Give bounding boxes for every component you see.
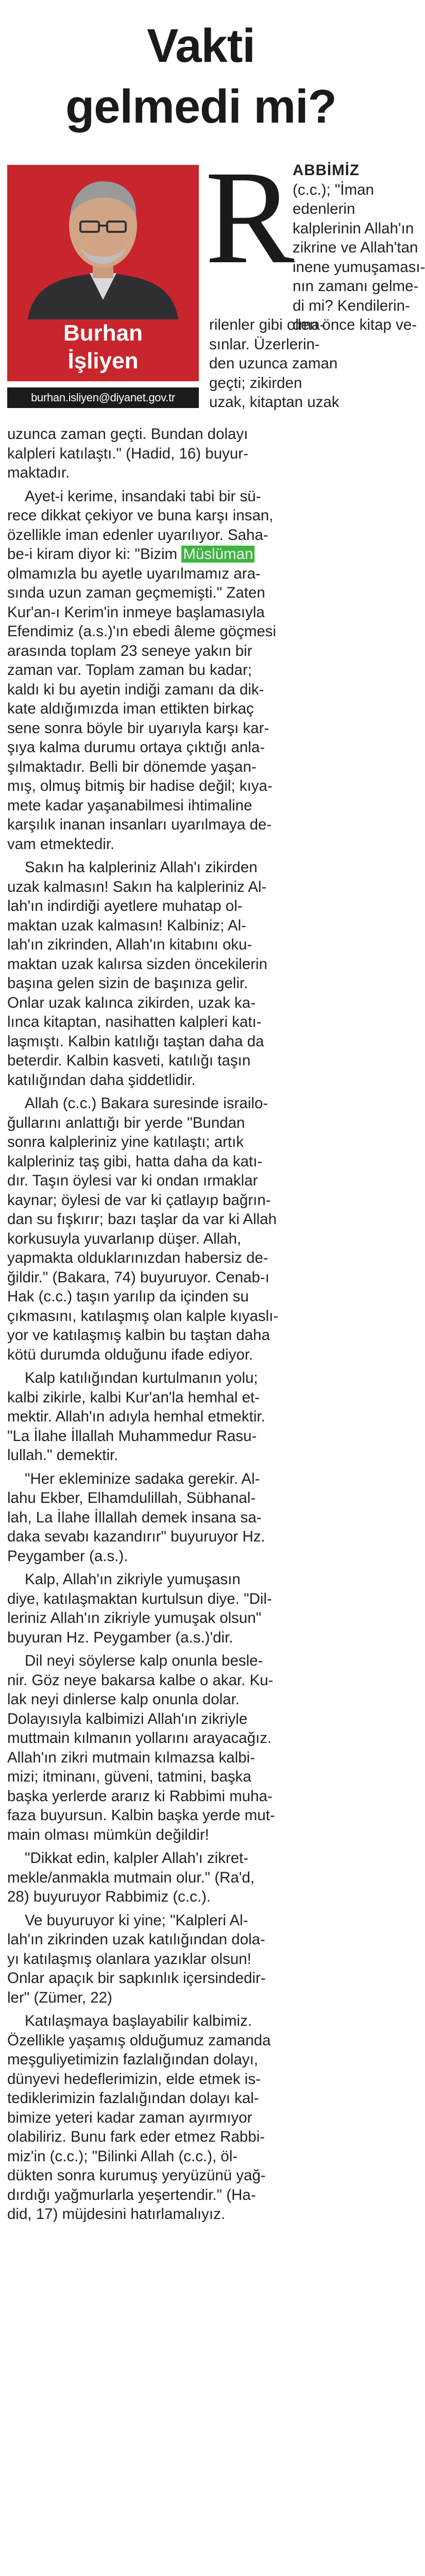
paragraph	[7, 2011, 397, 2224]
text-line: uzunca zaman geçti. Bundan dolayı	[7, 426, 248, 443]
paragraph-gap	[7, 1465, 397, 1469]
intro-line: uzak, kitaptan uzak	[209, 394, 339, 411]
paragraph	[7, 1651, 397, 1844]
text-line: Allah (c.c.) Bakara suresinde israilo-	[25, 1095, 268, 1112]
paragraph-gap	[7, 483, 397, 487]
paragraph	[7, 1570, 397, 1647]
text-line: "La İlahe İllallah Muhammedur Rasu-	[7, 1427, 257, 1445]
text-line: şıya kalma durumu ortaya çıktığı anla-	[7, 739, 265, 756]
text-line: buyuran Hz. Peygamber (a.s.)'dir.	[7, 1629, 233, 1646]
text-line: sene sonra böyle bir uyarıyla karşı kar-	[7, 719, 269, 737]
text-line: Ayet-i kerime, insandaki tabi bir sü-	[25, 487, 261, 505]
text-line: Katılaşmaya başlayabilir kalbimiz.	[25, 2012, 252, 2029]
text-line: "Dikkat edin, kalpler Allah'ı zikret-	[25, 1850, 249, 1867]
paragraph	[7, 1368, 397, 1465]
text-line: mekle/anmakla mutmain olur." (Ra'd,	[7, 1869, 255, 1886]
text-line: kate aldığımızda iman ettikten birkaç	[7, 700, 254, 717]
text-line: Kalp, Allah'ın zikriyle yumuşasın	[25, 1571, 241, 1588]
text-line: diye, katılaşmaktan kurtulsun diye. "Dil-	[7, 1590, 272, 1607]
author-email: burhan.isliyen@diyanet.gov.tr	[7, 387, 199, 408]
highlighted-word: Müslüman	[181, 546, 254, 563]
text-line: dünyevi hedeflerimizin, elde etmek is-	[7, 2070, 261, 2088]
text-line: mış, olmuş bitmiş bir hadise değil; kıya-	[7, 777, 273, 794]
text-line: Sakın ha kalpleriniz Allah'ı zikirden	[25, 859, 258, 876]
text-line: faza buyursun. Kalbin başka yerde mut-	[7, 1807, 275, 1824]
text-line: lullah." demektir.	[7, 1447, 118, 1464]
intro-line: rilenler gibi olma-	[209, 316, 325, 333]
paragraph-gap	[7, 2007, 397, 2011]
text-line: "Her ekleminize sadaka gerekir. Al-	[25, 1470, 260, 1487]
text-line: olmamızla bu ayetle uyarılmamız ara-	[7, 565, 261, 582]
text-line: Efendimiz (a.s.)'ın ebedi âleme göçmesi	[7, 623, 277, 640]
text-line: ğullarını anlattığı bir yerde "Bundan	[7, 1114, 245, 1131]
paragraph-gap	[7, 1566, 397, 1570]
text-line: sonra kalpleriniz yine katılaştı; artık	[7, 1133, 244, 1150]
intro-line: den uzunca zaman	[209, 355, 338, 372]
text-line: kalbi zikirle, kalbi Kur'an'la hemhal et-	[7, 1388, 260, 1406]
text-line: laşmıştı. Kalbin katılığı taştan daha da	[7, 1032, 264, 1050]
text-line: kötü durumda olduğunu ifade ediyor.	[7, 1346, 253, 1363]
author-box	[7, 165, 199, 381]
text-line: maktan uzak kalırsa sizden öncekilerin	[7, 955, 268, 973]
intro-column-continued	[209, 315, 417, 412]
text-line: rece dikkat çekiyor ve buna karşı insan,	[7, 507, 274, 524]
text-line: bimize yeteri kadar zaman ayırmıyor	[7, 2109, 252, 2126]
paragraph	[7, 487, 397, 854]
text-line: zaman var. Toplam zaman bu kadar;	[7, 662, 252, 679]
text-line: özellikle iman edenler uyarılıyor. Saha-	[7, 526, 268, 544]
text-line: kaynar; öylesi de var ki çatlayıp bağrın-	[7, 1191, 271, 1209]
author-first-name: Burhan	[63, 320, 143, 346]
text-line: Kalp katılığından kurtulmanın yolu;	[25, 1369, 258, 1386]
intro-line: kalplerinin Allah'ın	[293, 219, 414, 237]
paragraph	[7, 1849, 397, 1907]
paragraph-gap	[7, 1907, 397, 1911]
text-line: kaldı ki bu ayetin indiği zamanı da dik-	[7, 681, 264, 698]
text-line: ler" (Zümer, 22)	[7, 1989, 112, 2006]
text-line: Ve buyuruyor ki yine; "Kalpleri Al-	[25, 1911, 248, 1929]
text-line: Dil neyi söylerse kalp onunla besle-	[25, 1652, 263, 1669]
text-line: lah'ın indirdiği ayetlere muhatap ol-	[7, 897, 243, 914]
paragraph	[7, 1911, 397, 2008]
text-line: çıkmasını, katılaşmış olan kalple kıyaslı-	[7, 1307, 279, 1325]
text-line: yapmakta olduklarınızdan habersiz de-	[7, 1249, 268, 1266]
article-title	[0, 15, 402, 137]
text-line: korkusuyla yuvarlanıp düşer. Allah,	[7, 1230, 242, 1247]
text-line: mektir. Allah'ın adıyla hemhal etmektir.	[7, 1408, 265, 1425]
text-line: arasında toplam 23 seneye yakın bir	[7, 642, 252, 659]
text-line: Kur'an-ı Kerim'in inmeye başlamasıyla	[7, 603, 265, 621]
intro-line: sınlar. Üzerlerin-	[209, 335, 320, 353]
text-line: Onlar apaçık bir sapkınlık içersindedir-	[7, 1970, 266, 1987]
text-line: tediklerimizin fazlalığından dolayı kal-	[7, 2090, 259, 2107]
text-line: did, 17) müjdesini hatırlamalıyız.	[7, 2206, 226, 2223]
paragraph-gap	[7, 1647, 397, 1651]
text-line: katılığından daha şiddetlidir.	[7, 1071, 196, 1089]
text-line: karşılık inanan insanları uyarılmaya de-	[7, 816, 272, 833]
text-line: yı katılaşmış olanlara yazıklar olsun!	[7, 1950, 251, 1968]
intro-line: (c.c.); "İman	[293, 181, 374, 198]
text-line: lınca kitaptan, nasihatten kalpleri katı-	[7, 1013, 262, 1030]
text-line: 28) buyuruyor Rabbimiz (c.c.).	[7, 1888, 211, 1905]
text-line: muttmain kılmanın yollarını arayacağız.	[7, 1730, 272, 1747]
paragraph	[7, 1094, 397, 1364]
paragraph-gap	[7, 2224, 397, 2228]
text-line: Hak (c.c.) taşın yarılıp da içinden su	[7, 1288, 249, 1305]
intro-line: geçti; zikirden	[209, 374, 302, 392]
paragraph	[7, 1469, 397, 1566]
title-line-2: gelmedi mi?	[65, 80, 336, 133]
author-portrait	[7, 165, 199, 319]
text-line: meşguliyetimizin fazlalığından dolayı,	[7, 2051, 258, 2068]
text-line: miz'in (c.c.); "Bilinki Allah (c.c.), öl-	[7, 2147, 238, 2165]
text-line: dır. Taşın öylesi var ki ondan ırmaklar	[7, 1172, 258, 1189]
text-line: yor ve katılaşmış kalbin bu taştan daha	[7, 1327, 270, 1344]
text-line: şılmaktadır. Belli bir dönemde yaşan-	[7, 758, 257, 775]
text-line: lah'ın zikrinden, Allah'ın kitabını oku-	[7, 936, 252, 953]
paragraph-gap	[7, 1364, 397, 1368]
text-line: Allah'ın zikri mutmain kılmazsa kalbi-	[7, 1749, 256, 1766]
paragraph-gap	[7, 1844, 397, 1849]
paragraph	[7, 858, 397, 1090]
text-line: main olması mümkün değildir!	[7, 1826, 209, 1843]
text-line: başka yerlerde ararız ki Rabbimi muha-	[7, 1787, 273, 1805]
intro-line: den önce kitap ve-	[293, 316, 417, 333]
text-line: mizi; itminanı, güveni, tatmini, başka	[7, 1768, 251, 1785]
intro-line: inene yumuşaması-	[293, 258, 425, 276]
intro-line: edenlerin	[293, 200, 355, 217]
text-line: başına gelen sizin de başınıza gelir.	[7, 975, 248, 992]
intro-line: di mi? Kendilerin-	[293, 297, 410, 314]
paragraph-gap	[7, 1090, 397, 1094]
text-line: lak neyi dinlerse kalp onunla dolar.	[7, 1691, 240, 1708]
text-line: dırdığı yağmurlarla yeşertendir." (Ha-	[7, 2186, 256, 2204]
text-line: mete kadar yaşanabilmesi ihtimaline	[7, 796, 252, 814]
text-line: lah, La İlahe İllallah demek insana sa-	[7, 1509, 262, 1526]
text-line: olabiliriz. Bunu fark eder etmez Rabbi-	[7, 2128, 265, 2145]
text-line: kalpleriniz taş gibi, hatta daha da katı-	[7, 1153, 263, 1170]
paragraph-gap	[7, 854, 397, 858]
text-line: Özellikle yaşamış olduğumuz zamanda	[7, 2031, 271, 2049]
text-line: daka sevabı kazandırır" buyuruyor Hz.	[7, 1528, 265, 1545]
text-line: ğildir." (Bakara, 74) buyuruyor. Cenab-ı	[7, 1268, 269, 1286]
text-line: dükten sonra kurumuş yeryüzünü yağ-	[7, 2167, 266, 2184]
text-line: maktadır.	[7, 464, 70, 481]
title-line-1: Vakti	[147, 20, 255, 72]
text-line: kalpleri katılaştı." (Hadid, 16) buyur-	[7, 445, 248, 462]
text-line: sında uzun zaman geçmemişti." Zaten	[7, 584, 265, 601]
text-line: maktan uzak kalmasın! Kalbiniz; Al-	[7, 917, 247, 934]
text-line: Dolayısıyla kalbimizi Allah'ın zikriyle	[7, 1710, 248, 1727]
intro-line: zikrine ve Allah'tan	[293, 239, 418, 256]
text-line: Peygamber (a.s.).	[7, 1547, 128, 1565]
text-line: Onlar uzak kalınca zikirden, uzak ka-	[7, 994, 256, 1011]
text-line: dan su fışkırır; bazı taşlar da var ki Allah	[7, 1211, 277, 1228]
text-line: lah'ın zikrinden uzak katılığından dola-	[7, 1931, 265, 1948]
paragraph	[7, 425, 397, 483]
text-line: uzak kalmasın! Sakın ha kalpleriniz Al-	[7, 878, 267, 895]
text-line: nir. Göz neye bakarsa kalbe o akar. Ku-	[7, 1671, 274, 1689]
article-body	[7, 425, 397, 2228]
text-line: beterdir. Kalbin kasveti, katılığı taşın	[7, 1052, 251, 1069]
lead-word: ABBİMİZ	[293, 162, 360, 179]
text-line: leriniz Allah'ın zikriyle yumuşak olsun"	[7, 1609, 262, 1626]
author-last-name: İşliyen	[67, 348, 139, 374]
drop-cap: R	[205, 143, 295, 292]
intro-column	[293, 161, 425, 335]
intro-line: nın zamanı gelme-	[293, 278, 419, 295]
text-line: vam etmektedir.	[7, 835, 115, 853]
text-line: be-i kiram diyor ki: "Bizim Müslüman	[7, 545, 397, 564]
text-line: lahu Ekber, Elhamdulillah, Sübhanal-	[7, 1489, 256, 1506]
